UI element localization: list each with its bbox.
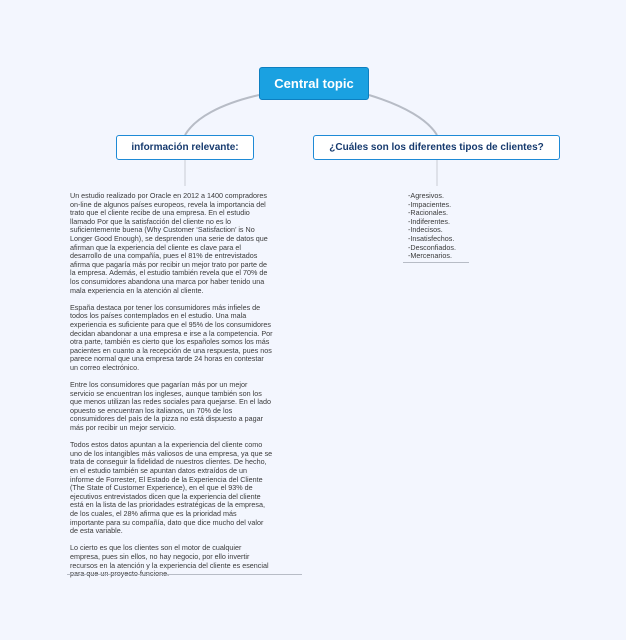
client-types-list <box>408 192 456 261</box>
list-item: -Indecisos. <box>408 225 443 235</box>
list-item: -Mercenarios. <box>408 251 452 261</box>
topic-informacion-relevante[interactable] <box>116 135 254 160</box>
note-paragraph: Todos estos datos apuntan a la experiencia del cliente como uno de los intangibles más valiosos de una empresa, ya que se trata de conseguir la fidelidad de nuestros clientes. De hecho, en el estudio también se apuntan datos extraídos de un informe de Forrester, El Estado de la Experiencia del Cliente (The State of Customer Experience), en el que el 93% de ejecutivos entrevistados dicen que la experiencia del cliente está en la lista de las prioridades estratégicas de la empresa, de los cuales, el 28% afirma que es la prioridad más importante para su compañía, dato que dice mucho del valor de esta variable. <box>70 440 273 536</box>
list-item: -Desconfiados. <box>408 242 456 252</box>
list-item: -Racionales. <box>408 208 448 218</box>
connector-central-to-informacion <box>185 95 259 135</box>
list-item: -Insatisfechos. <box>408 233 455 243</box>
topic-tipos-de-clientes[interactable] <box>313 135 560 160</box>
list-item: -Agresivos. <box>408 191 444 200</box>
topic-informacion-relevante-label: información relevante: <box>131 142 239 153</box>
central-topic-label: Central topic <box>274 76 354 91</box>
connector-central-to-tipos <box>369 95 437 135</box>
note-paragraph: Entre los consumidores que pagarían más por un mejor servicio se encuentran los ingleses, aunque también son los que menos utilizan las redes sociales para quejarse. En el lado opuesto se encuentran los italianos, un 70% de los consumidores del país de la pizza no está dispuesto a pagar más por recibir un mejor servicio. <box>70 380 271 433</box>
note-paragraph: Lo cierto es que los clientes son el motor de cualquier empresa, pues sin ellos, no hay negocio, por ello invertir recursos en la atención y la experiencia del cliente es esencial <box>70 543 269 570</box>
central-topic[interactable] <box>259 67 369 100</box>
note-underline <box>67 574 302 575</box>
topic-tipos-de-clientes-label: ¿Cuáles son los diferentes tipos de clientes? <box>329 142 544 153</box>
note-paragraph: España destaca por tener los consumidores más infieles de todos los países contemplados en el estudio. Una mala experiencia es suficiente para que el 95% de los consumidores decidan abandonar a una empresa e irse a la competencia. Por otra parte, también es cierto que los españoles somos los más pacientes en cuanto a la recepción de una respuesta, pues nos parece normal que una empresa tarde 24 horas en contestar un correo electrónico. <box>70 302 273 372</box>
list-item: -Indiferentes. <box>408 216 450 226</box>
list-underline <box>403 262 469 263</box>
informacion-note <box>70 192 298 579</box>
note-paragraph: Un estudio realizado por Oracle en 2012 a 1400 compradores on-line de algunos países europeos, revela la importancia del trato que el cliente recibe de una empresa. En el estudio llamado Por que la satisfacción del cliente no es lo suficientemente buena (Why Customer ‘Satisfaction’ is No Longer Good Enough), se desprenden una serie de datos que afirman que la experiencia del cliente es clave para el desarrollo de una compañía, pues el 81% de entrevistados afirma que pagaría más por recibir un mejor trato por parte de la empresa. Además, el estudio también revela que el 70% de los consumidores abandona una marca por haber tenido una mala experiencia en la atención al cliente. <box>70 191 268 295</box>
list-item: -Impacientes. <box>408 199 452 209</box>
